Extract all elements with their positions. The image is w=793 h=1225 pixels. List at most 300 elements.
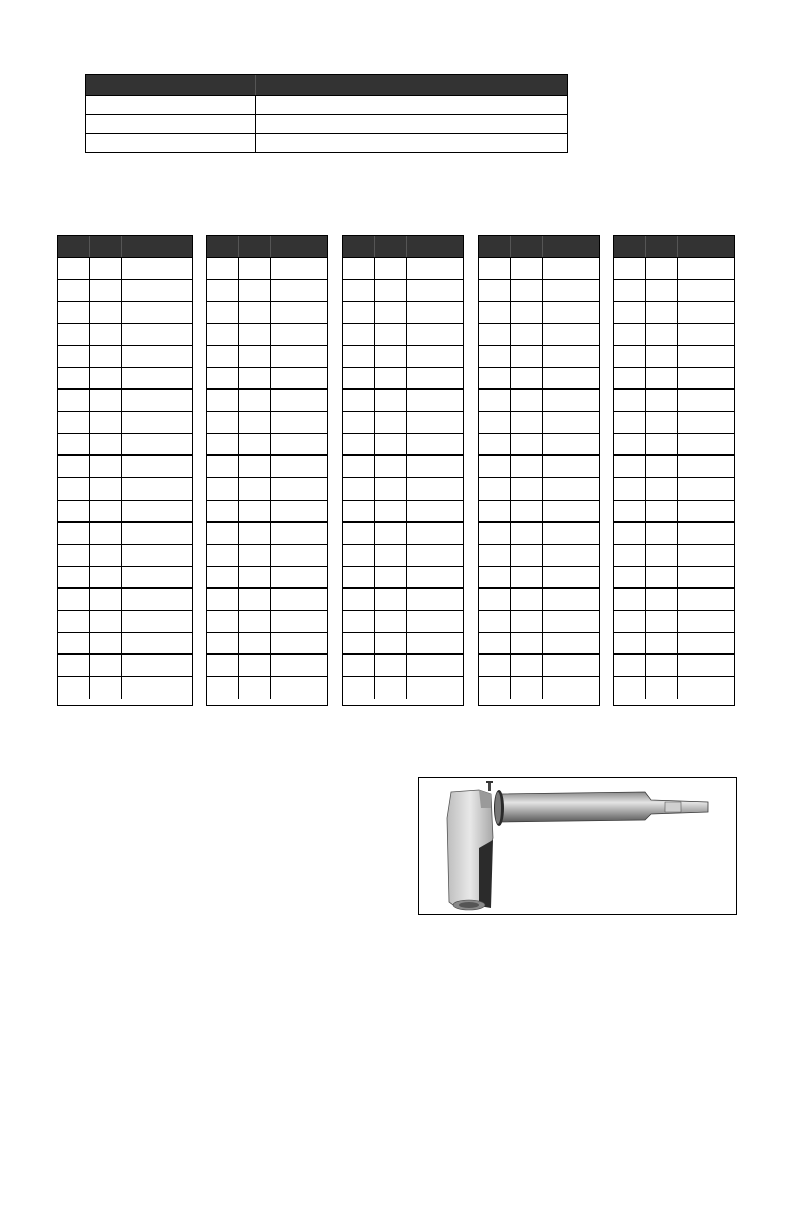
table-cell xyxy=(271,655,327,676)
table-cell xyxy=(271,412,327,433)
grid-header-cell xyxy=(271,236,327,257)
table-cell xyxy=(646,434,678,454)
table-cell xyxy=(543,412,599,433)
table-cell xyxy=(239,280,271,301)
table-row xyxy=(343,434,463,456)
table-row xyxy=(343,412,463,434)
table-cell xyxy=(90,258,122,279)
table-cell xyxy=(543,302,599,323)
table-row xyxy=(207,478,327,500)
table-cell xyxy=(122,368,192,388)
table-row xyxy=(343,302,463,324)
grid-header-row xyxy=(614,236,734,258)
table-cell xyxy=(678,368,734,388)
grid-header-row xyxy=(479,236,599,258)
table-cell xyxy=(239,478,271,499)
table-cell xyxy=(407,501,463,521)
table-cell xyxy=(271,589,327,610)
table-cell xyxy=(479,611,511,632)
table-row xyxy=(479,501,599,523)
table-cell xyxy=(678,611,734,632)
table-cell xyxy=(407,456,463,477)
table-row xyxy=(207,456,327,478)
table-row xyxy=(58,523,192,545)
table-cell xyxy=(90,324,122,345)
table-cell xyxy=(58,302,90,323)
table-cell xyxy=(479,633,511,653)
table-cell xyxy=(90,478,122,499)
table-cell xyxy=(343,611,375,632)
table-cell xyxy=(86,134,256,152)
table-cell xyxy=(678,545,734,566)
table-cell xyxy=(614,655,646,676)
grid-header-cell xyxy=(343,236,375,257)
table-cell xyxy=(543,655,599,676)
table-cell xyxy=(58,346,90,367)
table-cell xyxy=(407,589,463,610)
parts-grid-table xyxy=(613,235,735,706)
table-cell xyxy=(239,346,271,367)
table-cell xyxy=(614,633,646,653)
table-cell xyxy=(239,677,271,699)
table-cell xyxy=(90,589,122,610)
table-cell xyxy=(646,390,678,411)
table-cell xyxy=(58,611,90,632)
table-cell xyxy=(543,280,599,301)
table-cell xyxy=(343,324,375,345)
table-cell xyxy=(479,412,511,433)
table-cell xyxy=(511,390,543,411)
table-cell xyxy=(511,611,543,632)
table-cell xyxy=(90,456,122,477)
grid-header-cell xyxy=(239,236,271,257)
table-cell xyxy=(343,677,375,699)
table-cell xyxy=(614,456,646,477)
table-cell xyxy=(343,280,375,301)
table-cell xyxy=(343,655,375,676)
table-cell xyxy=(407,545,463,566)
table-cell xyxy=(122,346,192,367)
table-cell xyxy=(122,589,192,610)
grid-header-cell xyxy=(90,236,122,257)
table-cell xyxy=(122,633,192,653)
table-cell xyxy=(343,589,375,610)
table-row xyxy=(207,589,327,611)
table-row xyxy=(479,655,599,677)
table-cell xyxy=(646,677,678,699)
table-row xyxy=(479,456,599,478)
table-cell xyxy=(271,390,327,411)
table-cell xyxy=(511,545,543,566)
table-row xyxy=(207,545,327,567)
table-cell xyxy=(678,302,734,323)
table-cell xyxy=(239,258,271,279)
table-cell xyxy=(375,655,407,676)
table-cell xyxy=(271,478,327,499)
table-cell xyxy=(375,280,407,301)
table-cell xyxy=(543,258,599,279)
parts-grid-table xyxy=(206,235,328,706)
table-cell xyxy=(614,677,646,699)
table-cell xyxy=(239,456,271,477)
table-cell xyxy=(479,501,511,521)
table-cell xyxy=(271,456,327,477)
table-cell xyxy=(343,302,375,323)
table-row xyxy=(343,478,463,500)
bracket-part-illustration xyxy=(419,778,736,914)
table-row xyxy=(86,114,567,133)
table-cell xyxy=(207,478,239,499)
table-cell xyxy=(271,501,327,521)
table-cell xyxy=(239,523,271,544)
table-cell xyxy=(207,346,239,367)
table-cell xyxy=(614,611,646,632)
table-cell xyxy=(271,523,327,544)
table-cell xyxy=(407,302,463,323)
table-cell xyxy=(511,589,543,610)
table-row xyxy=(614,545,734,567)
table-cell xyxy=(614,368,646,388)
table-cell xyxy=(122,523,192,544)
summary-table xyxy=(85,74,568,153)
table-cell xyxy=(343,258,375,279)
table-row xyxy=(58,280,192,302)
table-cell xyxy=(207,412,239,433)
table-cell xyxy=(239,633,271,653)
table-cell xyxy=(343,456,375,477)
table-cell xyxy=(122,611,192,632)
table-cell xyxy=(646,280,678,301)
table-row xyxy=(207,412,327,434)
table-cell xyxy=(207,390,239,411)
table-cell xyxy=(678,478,734,499)
table-cell xyxy=(614,346,646,367)
table-cell xyxy=(343,545,375,566)
table-cell xyxy=(343,346,375,367)
summary-header-cell xyxy=(86,75,256,95)
table-cell xyxy=(207,677,239,699)
table-row xyxy=(207,434,327,456)
table-row xyxy=(614,611,734,633)
table-cell xyxy=(207,368,239,388)
table-cell xyxy=(614,412,646,433)
table-cell xyxy=(207,633,239,653)
table-row xyxy=(58,258,192,280)
table-cell xyxy=(614,258,646,279)
table-cell xyxy=(543,456,599,477)
table-cell xyxy=(407,478,463,499)
table-cell xyxy=(207,258,239,279)
table-row xyxy=(343,280,463,302)
table-cell xyxy=(543,501,599,521)
table-row xyxy=(207,324,327,346)
table-row xyxy=(343,655,463,677)
table-cell xyxy=(239,501,271,521)
table-row xyxy=(479,633,599,655)
table-row xyxy=(614,258,734,280)
table-row xyxy=(207,280,327,302)
table-cell xyxy=(375,501,407,521)
table-cell xyxy=(375,523,407,544)
table-cell xyxy=(407,523,463,544)
table-cell xyxy=(122,456,192,477)
table-cell xyxy=(271,368,327,388)
table-row xyxy=(58,501,192,523)
table-row xyxy=(86,133,567,152)
table-cell xyxy=(122,434,192,454)
table-cell xyxy=(122,545,192,566)
table-cell xyxy=(239,302,271,323)
table-cell xyxy=(646,589,678,610)
table-row xyxy=(343,633,463,655)
table-cell xyxy=(122,677,192,699)
table-cell xyxy=(646,567,678,587)
grid-header-cell xyxy=(646,236,678,257)
table-cell xyxy=(271,280,327,301)
table-cell xyxy=(90,346,122,367)
table-row xyxy=(479,567,599,589)
table-row xyxy=(479,545,599,567)
table-row xyxy=(58,677,192,699)
table-row xyxy=(207,567,327,589)
table-cell xyxy=(479,589,511,610)
table-cell xyxy=(511,501,543,521)
table-cell xyxy=(207,589,239,610)
part-figure-frame xyxy=(418,777,737,915)
table-row xyxy=(479,611,599,633)
table-cell xyxy=(479,390,511,411)
table-row xyxy=(58,434,192,456)
table-row xyxy=(343,324,463,346)
table-row xyxy=(58,611,192,633)
table-cell xyxy=(239,324,271,345)
table-cell xyxy=(343,390,375,411)
table-cell xyxy=(271,633,327,653)
table-cell xyxy=(479,655,511,676)
table-cell xyxy=(646,456,678,477)
table-cell xyxy=(207,501,239,521)
table-cell xyxy=(343,368,375,388)
table-row xyxy=(343,589,463,611)
table-row xyxy=(58,633,192,655)
table-cell xyxy=(511,302,543,323)
table-row xyxy=(614,434,734,456)
table-cell xyxy=(407,258,463,279)
table-row xyxy=(207,501,327,523)
table-cell xyxy=(678,258,734,279)
table-cell xyxy=(479,478,511,499)
table-row xyxy=(479,478,599,500)
table-cell xyxy=(614,302,646,323)
table-row xyxy=(479,302,599,324)
table-cell xyxy=(122,390,192,411)
table-row xyxy=(207,346,327,368)
table-cell xyxy=(375,611,407,632)
table-cell xyxy=(239,589,271,610)
table-cell xyxy=(207,324,239,345)
table-cell xyxy=(543,567,599,587)
table-row xyxy=(207,302,327,324)
table-cell xyxy=(407,346,463,367)
table-cell xyxy=(90,677,122,699)
table-cell xyxy=(375,368,407,388)
table-row xyxy=(614,677,734,699)
table-cell xyxy=(90,390,122,411)
table-row xyxy=(614,633,734,655)
table-cell xyxy=(122,412,192,433)
table-row xyxy=(58,368,192,390)
table-row xyxy=(614,346,734,368)
grid-header-cell xyxy=(375,236,407,257)
table-cell xyxy=(58,390,90,411)
table-cell xyxy=(407,434,463,454)
table-cell xyxy=(90,434,122,454)
summary-header-cell xyxy=(256,75,567,95)
table-cell xyxy=(239,567,271,587)
table-cell xyxy=(407,655,463,676)
table-row xyxy=(479,677,599,699)
grid-header-cell xyxy=(122,236,192,257)
table-row xyxy=(614,390,734,412)
table-cell xyxy=(375,589,407,610)
table-row xyxy=(343,258,463,280)
table-cell xyxy=(678,346,734,367)
table-cell xyxy=(343,567,375,587)
table-row xyxy=(343,545,463,567)
table-row xyxy=(614,324,734,346)
table-row xyxy=(479,523,599,545)
table-cell xyxy=(407,677,463,699)
grid-header-cell xyxy=(678,236,734,257)
table-cell xyxy=(122,280,192,301)
table-cell xyxy=(90,633,122,653)
table-cell xyxy=(256,115,567,133)
table-cell xyxy=(511,258,543,279)
table-row xyxy=(479,346,599,368)
table-cell xyxy=(479,368,511,388)
table-cell xyxy=(646,302,678,323)
table-cell xyxy=(479,434,511,454)
table-cell xyxy=(646,633,678,653)
table-cell xyxy=(90,523,122,544)
table-cell xyxy=(479,523,511,544)
table-cell xyxy=(122,302,192,323)
table-row xyxy=(343,523,463,545)
table-row xyxy=(479,434,599,456)
table-cell xyxy=(678,655,734,676)
table-cell xyxy=(375,456,407,477)
table-cell xyxy=(511,633,543,653)
table-row xyxy=(614,567,734,589)
table-cell xyxy=(58,633,90,653)
parts-grid-table xyxy=(57,235,193,706)
table-row xyxy=(479,412,599,434)
table-row xyxy=(614,478,734,500)
table-cell xyxy=(678,280,734,301)
table-cell xyxy=(58,523,90,544)
table-row xyxy=(343,456,463,478)
table-cell xyxy=(271,567,327,587)
table-cell xyxy=(407,280,463,301)
table-cell xyxy=(543,324,599,345)
table-cell xyxy=(407,412,463,433)
table-cell xyxy=(479,545,511,566)
table-cell xyxy=(614,390,646,411)
table-row xyxy=(479,589,599,611)
table-cell xyxy=(646,545,678,566)
table-cell xyxy=(511,324,543,345)
table-cell xyxy=(239,611,271,632)
table-cell xyxy=(122,258,192,279)
table-cell xyxy=(678,412,734,433)
table-cell xyxy=(479,567,511,587)
table-cell xyxy=(479,258,511,279)
table-row xyxy=(479,280,599,302)
table-cell xyxy=(543,633,599,653)
table-cell xyxy=(511,478,543,499)
table-row xyxy=(58,589,192,611)
table-cell xyxy=(207,456,239,477)
table-cell xyxy=(90,501,122,521)
grid-header-cell xyxy=(58,236,90,257)
table-cell xyxy=(375,412,407,433)
table-cell xyxy=(90,368,122,388)
grid-header-cell xyxy=(543,236,599,257)
table-cell xyxy=(646,501,678,521)
table-cell xyxy=(646,611,678,632)
table-row xyxy=(58,456,192,478)
table-cell xyxy=(511,567,543,587)
table-cell xyxy=(646,523,678,544)
table-cell xyxy=(90,611,122,632)
table-cell xyxy=(271,677,327,699)
table-cell xyxy=(271,545,327,566)
table-cell xyxy=(678,523,734,544)
table-row xyxy=(207,677,327,699)
table-cell xyxy=(646,655,678,676)
table-cell xyxy=(239,655,271,676)
table-cell xyxy=(375,346,407,367)
table-cell xyxy=(646,258,678,279)
table-cell xyxy=(407,633,463,653)
table-cell xyxy=(207,302,239,323)
table-cell xyxy=(614,280,646,301)
table-cell xyxy=(207,655,239,676)
table-cell xyxy=(375,478,407,499)
table-row xyxy=(614,655,734,677)
table-cell xyxy=(375,434,407,454)
table-cell xyxy=(58,258,90,279)
table-cell xyxy=(479,456,511,477)
table-cell xyxy=(511,434,543,454)
table-row xyxy=(614,302,734,324)
table-cell xyxy=(543,390,599,411)
table-cell xyxy=(122,655,192,676)
table-cell xyxy=(614,567,646,587)
table-row xyxy=(207,368,327,390)
table-cell xyxy=(86,115,256,133)
grid-header-cell xyxy=(614,236,646,257)
table-cell xyxy=(207,611,239,632)
table-cell xyxy=(511,456,543,477)
table-cell xyxy=(58,280,90,301)
table-cell xyxy=(614,324,646,345)
table-cell xyxy=(58,677,90,699)
table-cell xyxy=(678,456,734,477)
table-cell xyxy=(375,545,407,566)
table-cell xyxy=(271,302,327,323)
table-cell xyxy=(543,434,599,454)
